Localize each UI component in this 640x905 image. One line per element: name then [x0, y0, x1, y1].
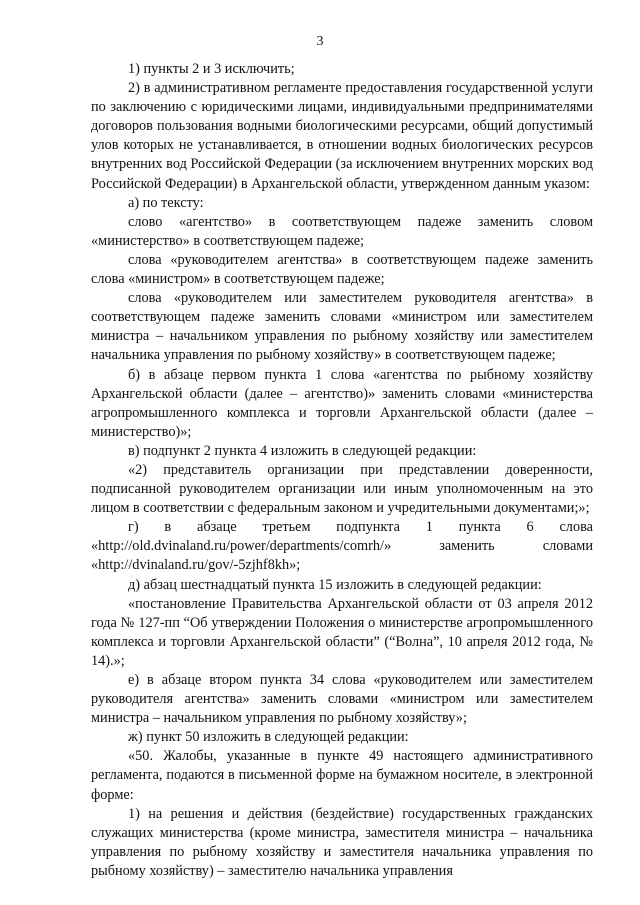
paragraph: «2) представитель организации при представлении доверенности, подписанной руководителем организации или иным уполномоченным на это лицом в соответствии с федеральным законом и учредительными документами;»;	[91, 461, 593, 517]
paragraph: г) в абзаце третьем подпункта 1 пункта 6 слова «http://old.dvinaland.ru/power/departments/comrh/» заменить словами «http://dvinaland.ru/gov/-5zjhf8kh»;	[91, 519, 593, 574]
paragraph: б) в абзаце первом пункта 1 слова «агентства по рыбному хозяйству Архангельской области (далее – агентство)» заменить словами «министерства агропромышленного комплекса и торговли Архангельской области (далее – министерство)»;	[91, 366, 593, 440]
paragraph: 1) пункты 2 и 3 исключить;	[128, 61, 295, 77]
paragraph: слово «агентство» в соответствующем падеже заменить словом «министерство» в соответствующем падеже;	[91, 213, 593, 249]
paragraph: 2) в административном регламенте предоставления государственной услуги по заключению с юридическими лицами, индивидуальными предпринимателями договоров пользования водными биологическими ресурсами, общий допустимый улов которых не устанавливается, в отношении водных биологических ресурсов внутренних вод Российской Федерации (за исключением внутренних морских вод Российской Федерации) в Архангельской области, утвержденном данным указом:	[91, 80, 593, 192]
paragraph: а) по тексту:	[128, 194, 204, 211]
paragraph: ж) пункт 50 изложить в следующей редакции:	[128, 729, 409, 746]
paragraph: 1) на решения и действия (бездействие) государственных гражданских служащих министерства (кроме министра, заместителя министра – начальника управления по рыбному хозяйству и заместителя начальника управления по рыбному хозяйству) – заместителю начальника управления	[91, 805, 593, 879]
document-body	[91, 60, 593, 881]
paragraph: «50. Жалобы, указанные в пункте 49 настоящего административного регламента, подаются в письменной форме на бумажном носителе, в электронной форме:	[91, 748, 593, 803]
paragraph: д) абзац шестнадцатый пункта 15 изложить в следующей редакции:	[128, 576, 542, 593]
page-number: 3	[316, 34, 324, 49]
paragraph: е) в абзаце втором пункта 34 слова «руководителем или заместителем руководителя агентства» заменить словами «министром или заместителем министра – начальником управления по рыбному хозяйству»;	[91, 672, 593, 727]
paragraph: в) подпункт 2 пункта 4 изложить в следующей редакции:	[128, 442, 477, 459]
paragraph: слова «руководителем агентства» в соответствующем падеже заменить слова «министром» в соответствующем падеже;	[91, 251, 593, 288]
paragraph: «постановление Правительства Архангельской области от 03 апреля 2012 года № 127-пп “Об утверждении Положения о министерстве агропромышленного комплекса и торговли Архангельской области” (“Волна”, 10 апреля 2012 года, № 14).»;	[91, 595, 593, 669]
paragraph: слова «руководителем или заместителем руководителя агентства» в соответствующем падеже заменить словами «министром или заместителем министра – начальником управления по рыбному хозяйству или заместителем начальника управления по рыбному хозяйству» в соответствующем падеже;	[91, 290, 593, 364]
